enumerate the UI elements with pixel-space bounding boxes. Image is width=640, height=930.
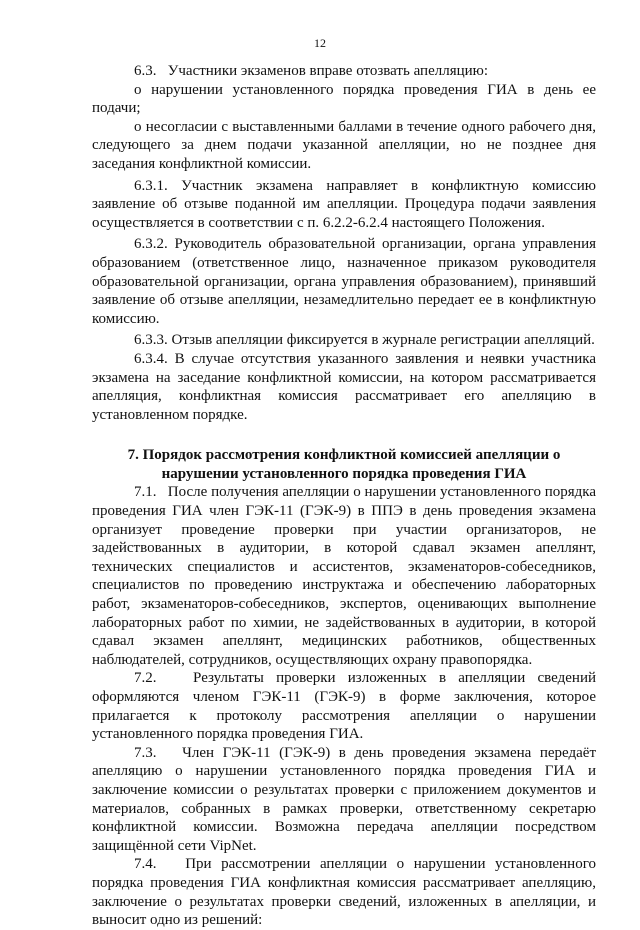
section-7-heading-line-2: нарушении установленного порядка проведения ГИА (161, 465, 527, 482)
paragraph-6-3-b: о несогласии с выставленными баллами в течение одного рабочего дня, следующего за днем подачи указанной апелляции, но не позднее дня заседания конфликтной комиссии. (92, 118, 596, 172)
paragraph-7-3: 7.3. Член ГЭК-11 (ГЭК-9) в день проведения экзамена передаёт апелляцию о нарушении установленного порядка проведения ГИА и заключение комиссии о результатах проверки с приложением документов и материалов, собранных в рамках проверки, ответственному секретарю конфликтной комиссии. Возможна передача апелляции посредством защищённой сети VipNet. (92, 744, 596, 854)
paragraph-6-3-3: 6.3.3. Отзыв апелляции фиксируется в журнале регистрации апелляций. (134, 332, 595, 349)
paragraph-6-3-4: 6.3.4. В случае отсутствия указанного заявления и неявки участника экзамена на заседание конфликтной комиссии, на котором рассматривается апелляция, конфликтная комиссия рассматривает его апелляцию в установленном порядке. (92, 350, 596, 423)
page-number: 12 (314, 36, 326, 50)
paragraph-7-4: 7.4. При рассмотрении апелляции о нарушении установленного порядка проведения ГИА конфликтная комиссия рассматривает апелляцию, заключение о результатах проверки сведений, изложенных в апелляции, и выносит одно из решений: (92, 856, 596, 929)
paragraph-6-3-1: 6.3.1. Участник экзамена направляет в конфликтную комиссию заявление об отзыве поданной им апелляции. Процедура подачи заявления осуществляется в соответствии с п. 6.2.2-6.2.4 настоящего Положения. (92, 177, 596, 231)
section-7-heading (92, 446, 596, 483)
paragraph-6-3: 6.3. Участники экзаменов вправе отозвать апелляцию: (134, 63, 489, 79)
paragraph-6-3-a: о нарушении установленного порядка проведения ГИА в день ее подачи; (92, 81, 596, 117)
page-content (92, 62, 596, 930)
section-7-heading-line-1: 7. Порядок рассмотрения конфликтной комиссией апелляции о (127, 447, 561, 464)
paragraph-7-1: 7.1. После получения апелляции о нарушении установленного порядка проведения ГИА член ГЭК-11 (ГЭК-9) в ППЭ в день проведения экзамена организует проведение проверки при участии организаторов, не задействованных в аудитории, в которой сдавал экзамен апеллянт, технических специалистов и ассистентов, экзаменаторов-собеседников, специалистов по проведению инструктажа и обеспечению лабораторных работ, экзаменаторов-собеседников, экспертов, оценивающих выполнение лабораторных работ по химии, не задействованных в аудитории, в которой сдавал экзамен апеллянт, медицинских работников, общественных наблюдателей, сотрудников, осуществляющих охрану правопорядка. (92, 484, 596, 668)
paragraph-6-3-2: 6.3.2. Руководитель образовательной организации, органа управления образованием (ответственное лицо, назначенное приказом руководителя образовательной организации, органа управления образованием), принявший заявление об отзыве апелляции, незамедлительно передает ее в конфликтную комиссию. (92, 236, 596, 327)
paragraph-7-2: 7.2. Результаты проверки изложенных в апелляции сведений оформляются членом ГЭК-11 (ГЭК-9) в форме заключения, которое прилагается к протоколу рассмотрения апелляции о нарушении установленного порядка проведения ГИА. (92, 670, 596, 743)
